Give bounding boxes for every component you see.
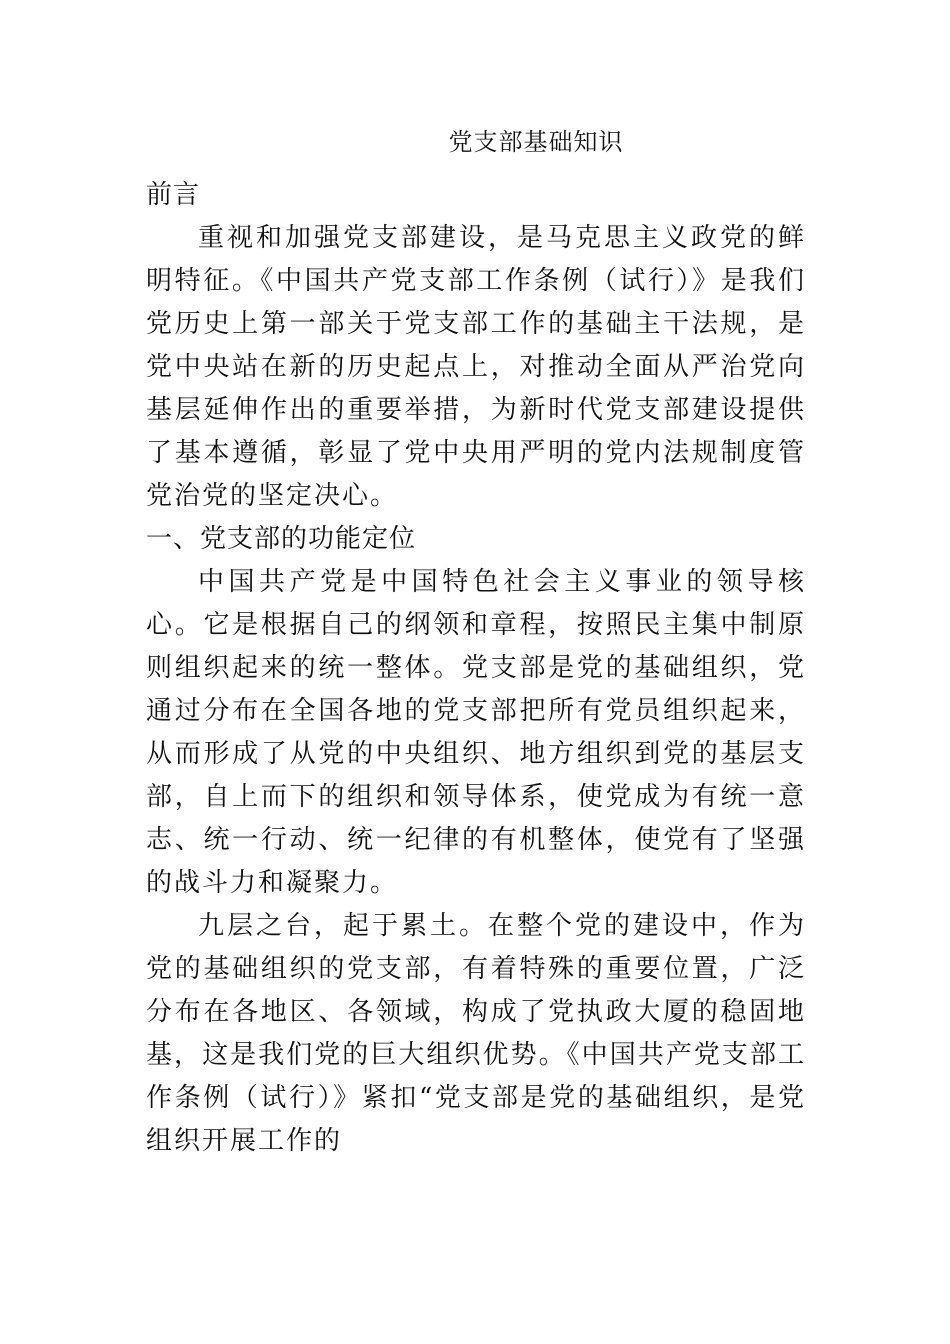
section-preface <box>146 174 806 518</box>
function-paragraph-2: 九层之台，起于累土。在整个党的建设中，作为党的基础组织的党支部，有着特殊的重要位置，广泛分布在各地区、各领域，构成了党执政大厦的稳固地基，这是我们党的巨大组织优势。《中国共产党支部工作条例（试行）》紧扣“党支部是党的基础组织，是党组织开展工作的 <box>146 911 806 1156</box>
function-paragraph-1: 中国共产党是中国特色社会主义事业的领导核心。它是根据自己的纲领和章程，按照民主集中制原则组织起来的统一整体。党支部是党的基础组织，党通过分布在全国各地的党支部把所有党员组织起来，从而形成了从党的中央组织、地方组织到党的基层支部，自上而下的组织和领导体系，使党成为有统一意志、统一行动、统一纪律的有机整体，使党有了坚强的战斗力和凝聚力。 <box>146 567 806 898</box>
section-heading-function-positioning: 一、党支部的功能定位 <box>146 524 417 554</box>
document-page <box>146 124 806 1163</box>
preface-paragraph: 重视和加强党支部建设，是马克思主义政党的鲜明特征。《中国共产党支部工作条例（试行）》是我们党历史上第一部关于党支部工作的基础主干法规，是党中央站在新的历史起点上，对推动全面从严治党向基层延伸作出的重要举措，为新时代党支部建设提供了基本遵循，彰显了党中央用严明的党内法规制度管党治党的坚定决心。 <box>146 223 806 511</box>
section-heading-preface: 前言 <box>146 180 201 210</box>
document-title: 党支部基础知识 <box>448 128 624 156</box>
section-function-positioning <box>146 518 806 1163</box>
